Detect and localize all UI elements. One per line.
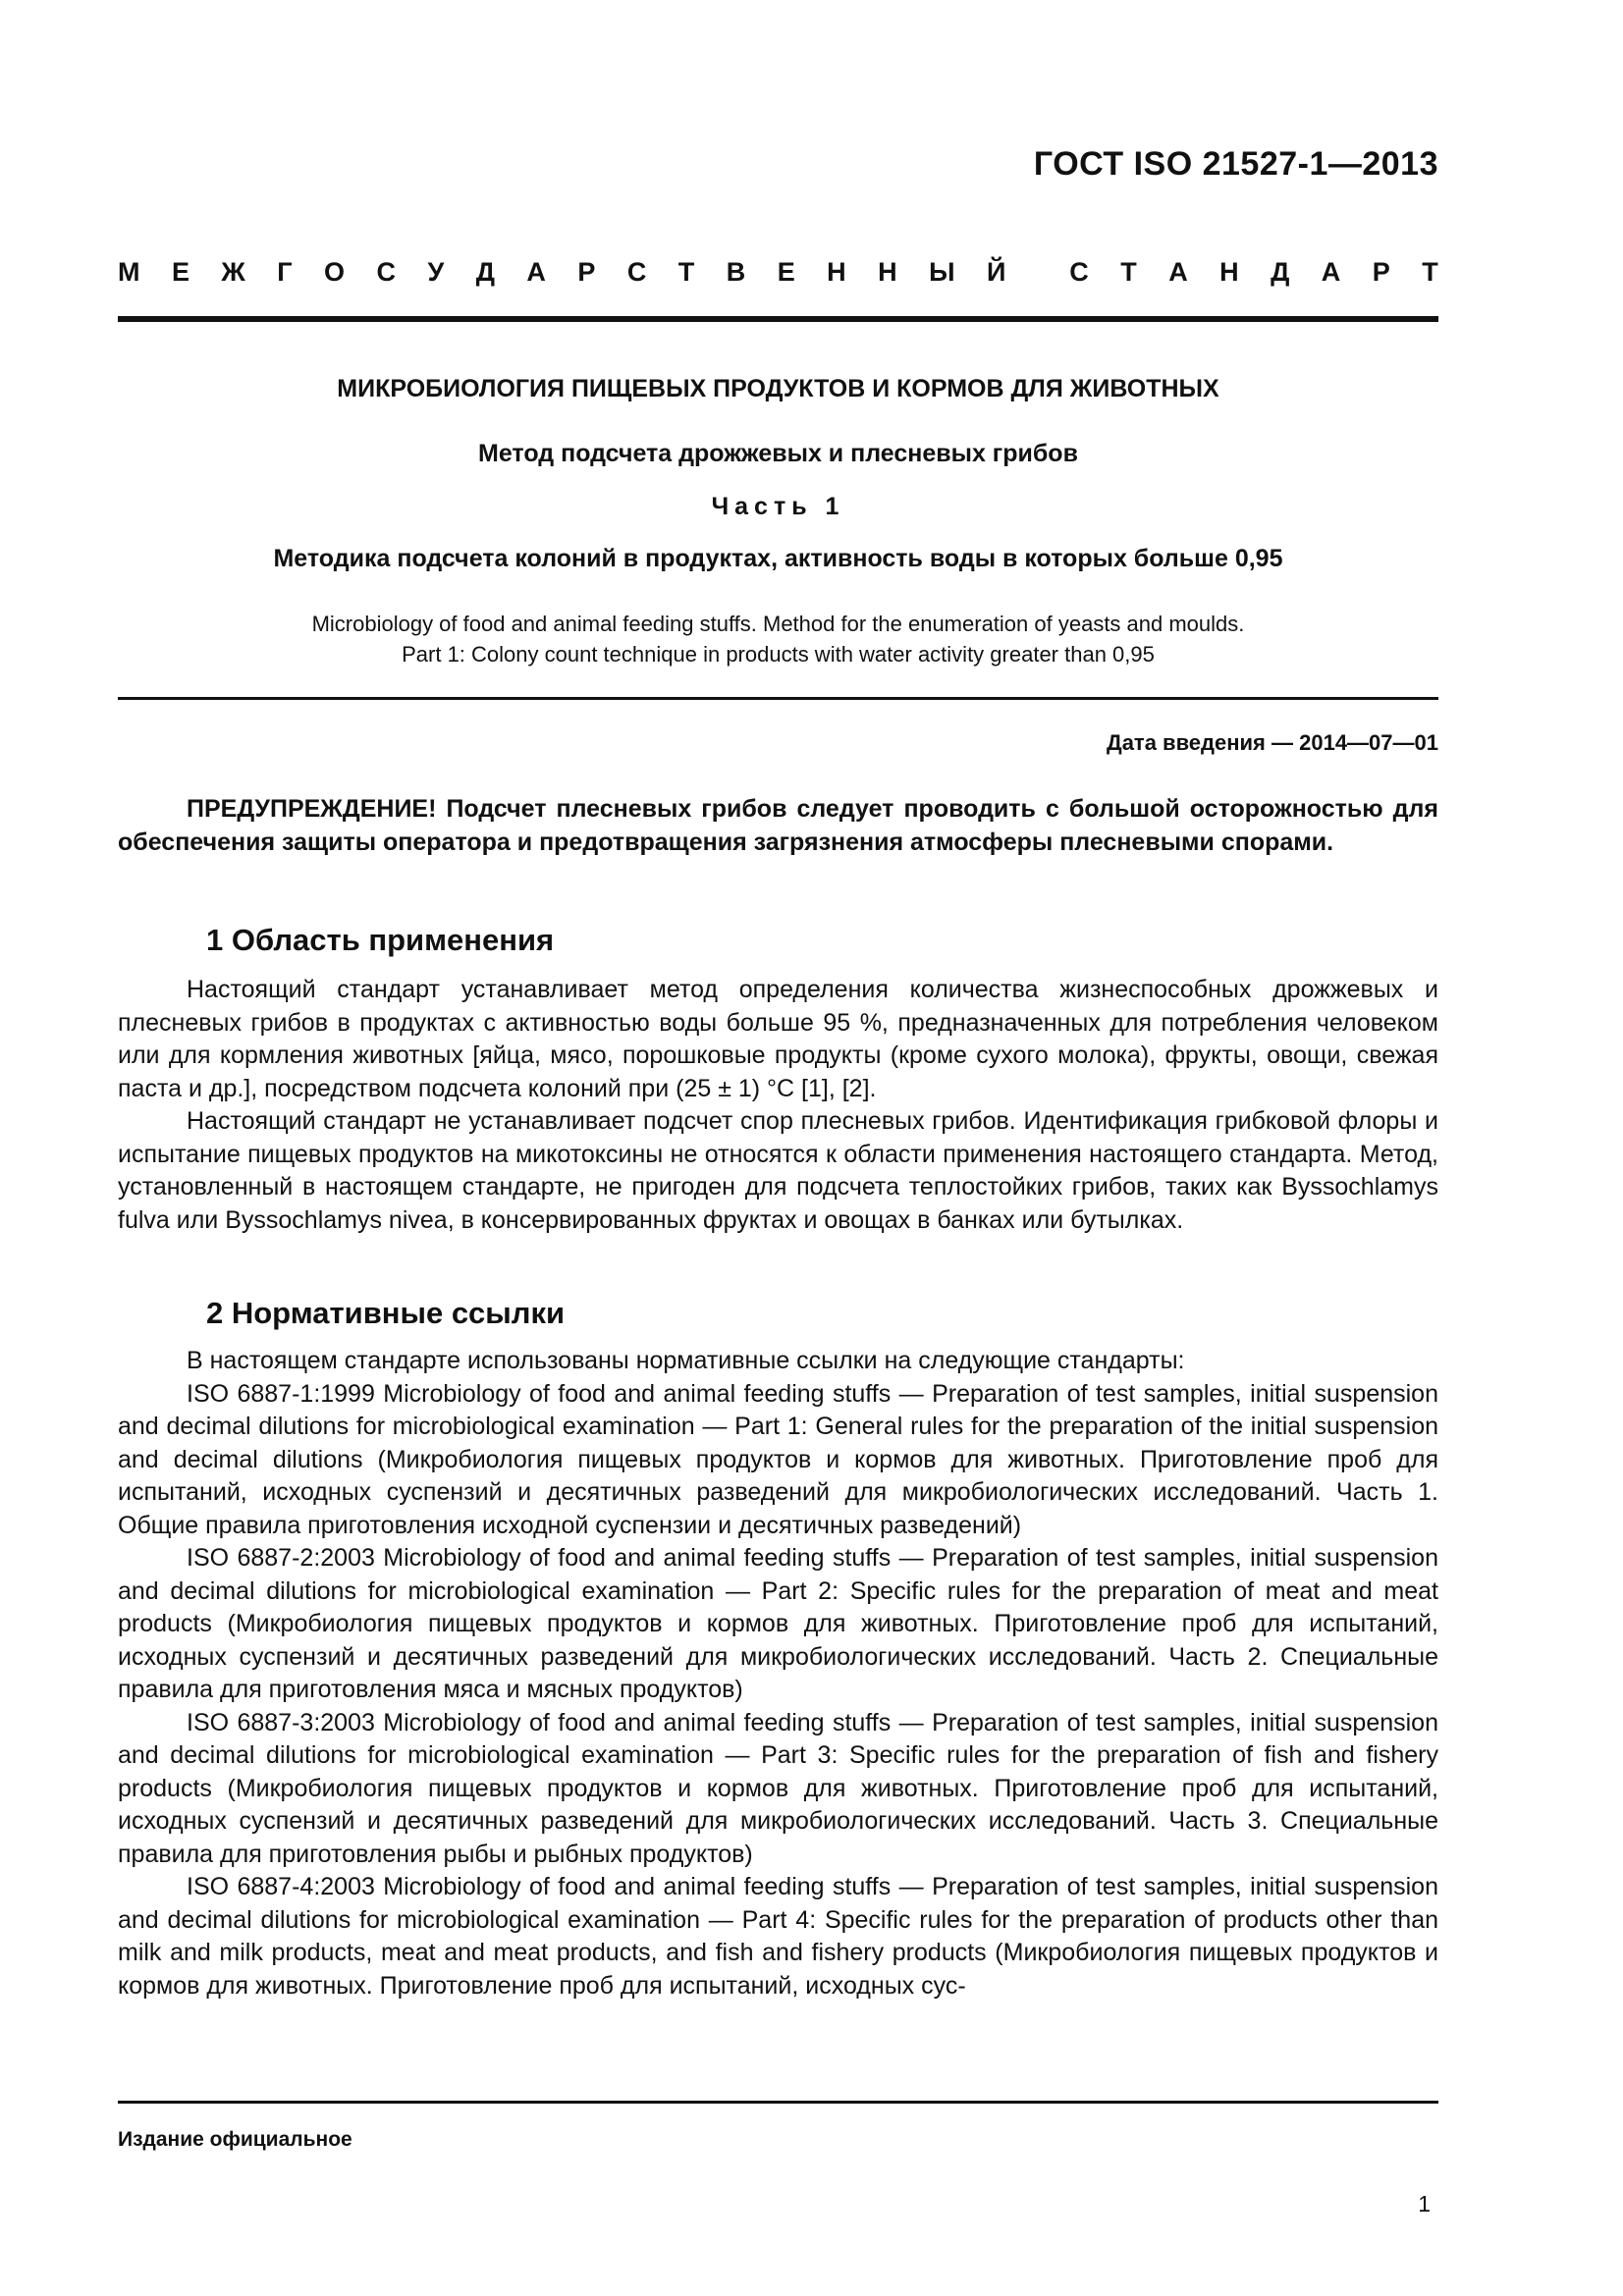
banner-letter: Р xyxy=(577,257,596,287)
banner-letter: Т xyxy=(677,257,695,287)
footer-divider xyxy=(118,2101,1438,2104)
english-title xyxy=(118,609,1438,669)
banner-letter: Д xyxy=(475,257,495,287)
title-divider xyxy=(118,697,1438,700)
banner-letter: А xyxy=(1168,257,1188,287)
banner-letter: Н xyxy=(1219,257,1239,287)
document-title: МИКРОБИОЛОГИЯ ПИЩЕВЫХ ПРОДУКТОВ И КОРМОВ ДЛЯ ЖИВОТНЫХ xyxy=(337,375,1219,402)
warning-block xyxy=(118,793,1438,859)
banner-letter: Ы xyxy=(929,257,955,287)
section-scope-body xyxy=(118,974,1438,1237)
english-title-line: Microbiology of food and animal feeding stuffs. Method for the enumeration of yeasts and moulds. xyxy=(311,612,1245,636)
banner-letter: Е xyxy=(171,257,189,287)
warning-text: ПРЕДУПРЕЖДЕНИЕ! Подсчет плесневых грибов следует проводить с большой осторожностью для обеспечения защиты оператора и предотвращения загрязнения атмосферы плесневыми спорами. xyxy=(118,795,1438,856)
page-number: 1 xyxy=(1418,2191,1431,2216)
banner-letter: Т xyxy=(1120,257,1137,287)
paragraph: В настоящем стандарте использованы нормативные ссылки на следующие стандарты: xyxy=(187,1347,1185,1374)
standard-number: ГОСТ ISO 21527-1—2013 xyxy=(1033,145,1438,183)
english-title-line: Part 1: Colony count technique in products with water activity greater than 0,95 xyxy=(402,642,1155,667)
document-page xyxy=(118,0,1438,2296)
banner-letter: Г xyxy=(277,257,293,287)
banner-letter: Ж xyxy=(221,257,245,287)
banner-letter: С xyxy=(626,257,647,287)
banner-letter: А xyxy=(1321,257,1341,287)
banner-letter: Е xyxy=(777,257,795,287)
section-heading-scope: 1 Область применения xyxy=(206,923,555,957)
reference-item: ISO 6887-3:2003 Microbiology of food and animal feeding stuffs — Preparation of test samples, initial suspension and decimal dilutions for microbiological examination — Part 3: Specific rules for the preparation of fish and fishery products (Микробиология пищевых продуктов и кормов для животных. Приготовление проб для испытаний, исходных суспензий и десятичных разведений для микробиологических исследований. Часть 3. Специальные правила для приготовления рыбы и рыбных продуктов) xyxy=(118,1708,1438,1868)
reference-item: ISO 6887-4:2003 Microbiology of food and animal feeding stuffs — Preparation of test samples, initial suspension and decimal dilutions for microbiological examination — Part 4: Specific rules for the preparation of products other than milk and milk products, meat and meat products, and fish and fishery products (Микробиология пищевых продуктов и кормов для животных. Приготовление проб для испытаний, исходных сус- xyxy=(118,1873,1438,2000)
introduction-date: Дата введения — 2014—07—01 xyxy=(1107,730,1438,755)
section-heading-references: 2 Нормативные ссылки xyxy=(206,1296,566,1330)
banner-letter: О xyxy=(324,257,346,287)
part-label: Часть 1 xyxy=(711,493,845,520)
banner-letter: У xyxy=(427,257,445,287)
header-divider xyxy=(118,316,1438,322)
reference-item: ISO 6887-1:1999 Microbiology of food and animal feeding stuffs — Preparation of test samples, initial suspension and decimal dilutions for microbiological examination — Part 1: General rules for the preparation of the initial suspension and decimal dilutions (Микробиология пищевых продуктов и кормов для животных. Приготовление проб для испытаний, исходных суспензий и десятичных разведений для микробиологических исследований. Часть 1. Общие правила приготовления исходной суспензии и десятичных разведений) xyxy=(118,1379,1438,1539)
banner-letter: С xyxy=(376,257,397,287)
banner-letter: Н xyxy=(827,257,846,287)
banner-letter: М xyxy=(118,257,140,287)
reference-item: ISO 6887-2:2003 Microbiology of food and animal feeding stuffs — Preparation of test samples, initial suspension and decimal dilutions for microbiological examination — Part 2: Specific rules for the preparation of meat and meat products (Микробиология пищевых продуктов и кормов для животных. Приготовление проб для испытаний, исходных суспензий и десятичных разведений для микробиологических исследований. Часть 2. Специальные правила для приготовления мяса и мясных продуктов) xyxy=(118,1544,1438,1703)
document-subtitle: Метод подсчета дрожжевых и плесневых грибов xyxy=(478,440,1078,467)
standard-type-banner xyxy=(118,257,1438,288)
banner-letter: А xyxy=(526,257,546,287)
paragraph: Настоящий стандарт не устанавливает подсчет спор плесневых грибов. Идентификация грибковой флоры и испытание пищевых продуктов на микотоксины не относятся к области применения настоящего стандарта. Метод, установленный в настоящем стандарте, не пригоден для подсчета теплостойких грибов, таких как Byssochlamys fulva или Byssochlamys nivea, в консервированных фруктах и овощах в банках или бутылках. xyxy=(118,1107,1438,1234)
banner-letter: С xyxy=(1069,257,1089,287)
banner-letter: Т xyxy=(1422,257,1438,287)
banner-letter: Й xyxy=(986,257,1006,287)
banner-letter: В xyxy=(726,257,746,287)
paragraph: Настоящий стандарт устанавливает метод определения количества жизнеспособных дрожжевых и плесневых грибов в продуктах с активностью воды больше 95 %, предназначенных для потребления человеком или для кормления животных [яйца, мясо, порошковые продукты (кроме сухого молока), фрукты, овощи, свежая паста и др.], посредством подсчета колоний при (25 ± 1) °С [1], [2]. xyxy=(118,976,1438,1102)
official-edition-label: Издание официальное xyxy=(118,2128,352,2151)
part-title: Методика подсчета колоний в продуктах, активность воды в которых больше 0,95 xyxy=(273,545,1283,572)
banner-letter: Н xyxy=(878,257,897,287)
banner-letter: Р xyxy=(1372,257,1390,287)
section-references-body xyxy=(118,1345,1438,2002)
banner-letter: Д xyxy=(1271,257,1290,287)
